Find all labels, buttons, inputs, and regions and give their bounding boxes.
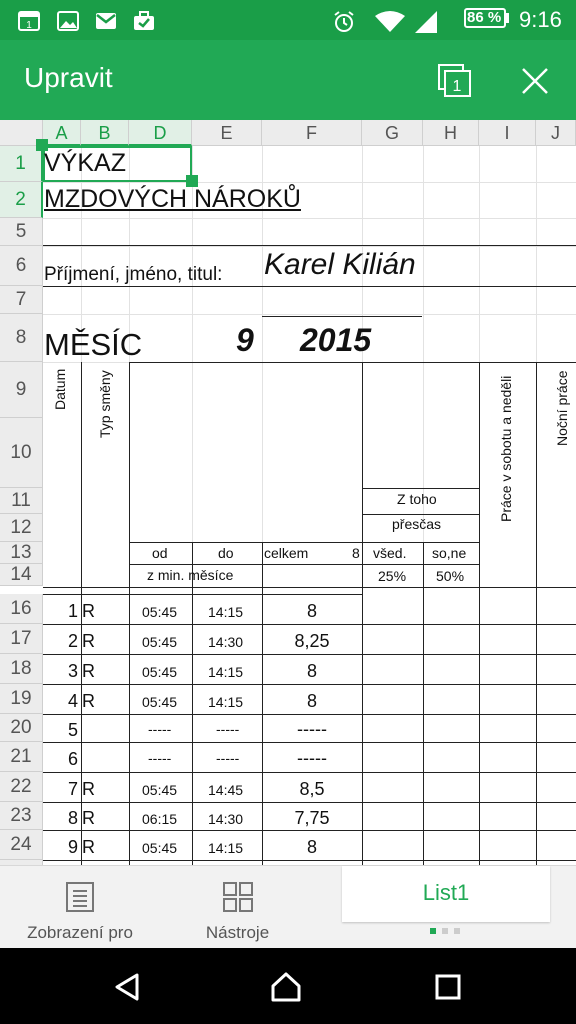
row-header-17[interactable]: 17 — [0, 624, 43, 654]
header-8: 8 — [352, 545, 360, 561]
battery-level: 86 % — [467, 9, 502, 26]
view-button[interactable] — [0, 866, 160, 949]
page-dot — [442, 928, 448, 934]
border — [43, 587, 576, 588]
cell-total: 7,75 — [294, 808, 330, 828]
header-z-toho: Z toho — [397, 491, 437, 507]
column-header-d[interactable]: D — [129, 120, 192, 146]
month-value: 9 — [236, 322, 254, 358]
wifi-icon — [374, 10, 406, 34]
header-so-ne: so,ne — [432, 545, 467, 561]
cell-total: 8 — [306, 837, 317, 857]
border — [43, 714, 576, 715]
cell-to: 14:15 — [208, 664, 244, 680]
header-25: 25% — [378, 568, 407, 584]
border — [362, 488, 479, 489]
cell-from: 05:45 — [142, 840, 178, 856]
column-header-a[interactable]: A — [43, 120, 81, 146]
status-bar — [0, 0, 576, 40]
cell-day: 1 — [68, 601, 79, 621]
cell-to: ----- — [216, 750, 240, 766]
windows-icon[interactable] — [438, 64, 472, 98]
row-header-22[interactable]: 22 — [0, 772, 43, 802]
cell-day: 5 — [68, 720, 79, 740]
cell-to: 14:15 — [208, 604, 244, 620]
page-dot — [454, 928, 460, 934]
view-label: Zobrazení pro — [27, 923, 133, 942]
header-celkem: celkem — [264, 545, 309, 561]
clock: 9:16 — [519, 7, 562, 32]
sheet-title-line1: VÝKAZ — [44, 149, 126, 177]
cell-to: 14:15 — [208, 840, 244, 856]
row-header-7[interactable]: 7 — [0, 286, 43, 314]
app-bar — [0, 40, 576, 120]
home-icon[interactable] — [270, 971, 302, 1003]
border — [43, 684, 576, 685]
gridline — [43, 314, 576, 315]
header-do: do — [218, 545, 234, 561]
border — [43, 245, 576, 246]
header-datum: Datum — [52, 368, 68, 410]
header-od: od — [152, 545, 168, 561]
row-header-13[interactable]: 13 — [0, 542, 43, 564]
gridline — [43, 246, 576, 247]
border — [43, 802, 576, 803]
border — [43, 654, 576, 655]
cell-shift-type: R — [82, 691, 95, 711]
recents-icon[interactable] — [434, 973, 462, 1001]
cell-day: 2 — [68, 631, 79, 651]
border — [43, 624, 576, 625]
border — [192, 542, 193, 865]
cell-shift-type: R — [82, 837, 95, 857]
cell-shift-type: R — [82, 631, 95, 651]
cell-to: 14:45 — [208, 782, 244, 798]
border — [43, 594, 362, 595]
header-nocni-prace: Noční práce — [554, 370, 570, 446]
column-header-i[interactable]: I — [479, 120, 536, 146]
spreadsheet[interactable] — [0, 120, 576, 865]
header-typ-smeny: Typ směny — [97, 370, 113, 438]
row-header-11[interactable]: 11 — [0, 488, 43, 514]
cell-from: ----- — [148, 750, 172, 766]
name-label: Příjmení, jméno, titul: — [44, 264, 223, 285]
cell-day: 4 — [68, 691, 79, 711]
cell-to: 14:15 — [208, 694, 244, 710]
row-header-16[interactable]: 16 — [0, 594, 43, 624]
year-value: 2015 — [300, 322, 372, 358]
page-dot-active — [430, 928, 436, 934]
border — [479, 362, 480, 865]
cell-day: 6 — [68, 749, 79, 769]
name-value: Karel Kilián — [264, 248, 416, 281]
border — [129, 542, 362, 543]
cell-total: 8 — [306, 691, 317, 711]
border — [43, 860, 576, 861]
cell-total: 8,25 — [294, 631, 330, 651]
page-title: Upravit — [24, 62, 113, 93]
cell-shift-type: R — [82, 808, 95, 828]
cell-to: ----- — [216, 721, 240, 737]
row-header-10[interactable]: 10 — [0, 418, 43, 488]
row-header-23[interactable]: 23 — [0, 802, 43, 830]
column-header-f[interactable]: F — [262, 120, 362, 146]
column-header-h[interactable]: H — [423, 120, 479, 146]
row-header-8[interactable]: 8 — [0, 314, 43, 362]
svg-text:1: 1 — [452, 78, 462, 95]
document-icon — [65, 881, 95, 913]
cell-total: ----- — [297, 748, 327, 768]
border — [536, 362, 537, 865]
border — [129, 362, 576, 363]
header-prace-sobota: Práce v sobotu a neděli — [498, 375, 514, 522]
back-icon[interactable] — [112, 972, 142, 1002]
cell-day: 3 — [68, 661, 79, 681]
sheet-tab-list1[interactable] — [342, 866, 550, 922]
photo-icon — [57, 10, 79, 32]
row-header-12[interactable]: 12 — [0, 514, 43, 542]
cell-total: 8 — [306, 661, 317, 681]
battery-tip — [506, 13, 509, 23]
row-header-9[interactable]: 9 — [0, 362, 43, 418]
gridline — [43, 218, 576, 219]
sheet-title-line2: MZDOVÝCH NÁROKŮ — [44, 185, 301, 213]
cell-from: ----- — [148, 721, 172, 737]
cell-total: ----- — [297, 719, 327, 739]
row-header-24[interactable]: 24 — [0, 830, 43, 860]
cell-to: 14:30 — [208, 811, 244, 827]
cell-from: 05:45 — [142, 694, 178, 710]
mail-icon — [95, 10, 117, 32]
header-z-min-mesice: z min. měsíce — [147, 567, 234, 583]
cell-day: 8 — [68, 808, 79, 828]
grid-icon — [222, 881, 254, 913]
close-icon[interactable] — [520, 66, 550, 96]
border — [43, 742, 576, 743]
border — [43, 772, 576, 773]
border — [129, 564, 362, 565]
row-header-21[interactable]: 21 — [0, 742, 43, 772]
svg-text:1: 1 — [26, 20, 32, 31]
cell-day: 9 — [68, 837, 79, 857]
month-label: MĚSÍC — [44, 327, 143, 362]
border — [43, 286, 576, 287]
border — [129, 362, 130, 865]
header-vsed: všed. — [373, 545, 407, 561]
cell-from: 05:45 — [142, 782, 178, 798]
signal-icon — [414, 10, 438, 34]
row-header-18[interactable]: 18 — [0, 654, 43, 684]
header-50: 50% — [436, 568, 465, 584]
border — [362, 362, 363, 865]
border — [362, 514, 479, 515]
cell-shift-type: R — [82, 779, 95, 799]
tools-button[interactable] — [170, 866, 305, 949]
column-header-e[interactable]: E — [192, 120, 262, 146]
column-header-g[interactable]: G — [362, 120, 423, 146]
column-header-b[interactable]: B — [81, 120, 129, 146]
row-header-5[interactable]: 5 — [0, 218, 43, 246]
header-prescas: přesčas — [392, 516, 442, 532]
cell-from: 06:15 — [142, 811, 178, 827]
gridline — [43, 182, 576, 183]
cell-from: 05:45 — [142, 604, 178, 620]
border — [423, 542, 424, 865]
column-header-j[interactable]: J — [536, 120, 576, 146]
row-header-19[interactable]: 19 — [0, 684, 43, 714]
notification-sheet-icon — [18, 10, 40, 32]
cell-total: 8 — [306, 601, 317, 621]
row-header-1[interactable]: 1 — [0, 146, 43, 182]
sheet-tab-label: List1 — [422, 880, 470, 905]
row-header-2[interactable]: 2 — [0, 182, 43, 218]
cell-shift-type: R — [82, 661, 95, 681]
border — [362, 542, 479, 543]
cell-from: 05:45 — [142, 664, 178, 680]
border — [43, 830, 576, 831]
border — [262, 316, 422, 317]
row-header-6[interactable]: 6 — [0, 246, 43, 286]
briefcase-icon — [133, 10, 155, 32]
row-header-14[interactable]: 14 — [0, 564, 43, 586]
cell-to: 14:30 — [208, 634, 244, 650]
alarm-icon — [332, 10, 356, 34]
system-nav-bar — [0, 948, 576, 1024]
cell-from: 05:45 — [142, 634, 178, 650]
cell-shift-type: R — [82, 601, 95, 621]
cell-day: 7 — [68, 779, 79, 799]
row-header-20[interactable]: 20 — [0, 714, 43, 742]
cell-total: 8,5 — [299, 779, 325, 799]
tools-label: Nástroje — [205, 923, 270, 942]
border — [362, 564, 479, 565]
bottom-toolbar — [0, 865, 576, 949]
